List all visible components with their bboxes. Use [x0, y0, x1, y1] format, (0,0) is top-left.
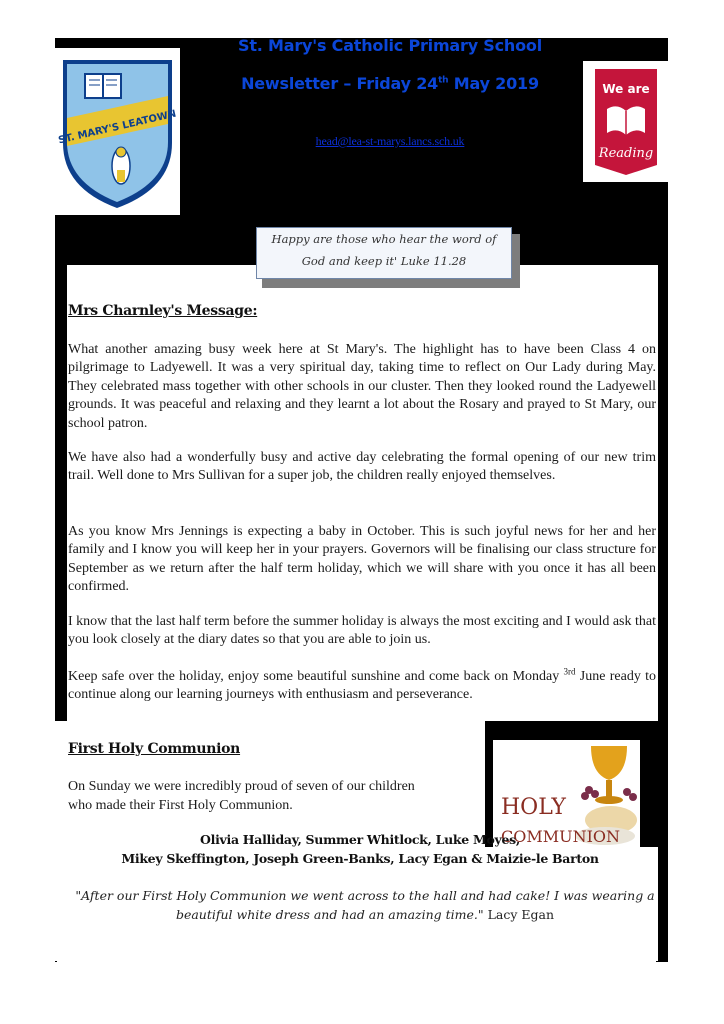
communion-intro [68, 777, 488, 815]
scripture-quote-line2: God and keep it' Luke 11.28 [301, 254, 467, 268]
message-paragraph-3: As you know Mrs Jennings is expecting a baby in October. This is such joyful news for her and her family and I know you will keep her in your prayers. Governors will be finalising our class structure for September as we return after the half term holiday, which we will share with you once it has all been confirmed. [68, 524, 656, 595]
message-panel [67, 265, 658, 721]
svg-text:ST. MARY'S LEATOWN: ST. MARY'S LEATOWN [57, 108, 178, 147]
reading-badge-line2: Reading [598, 146, 654, 161]
holy-communion-line1: HOLY [501, 795, 566, 820]
message-paragraph-2: We have also had a wonderfully busy and active day celebrating the formal opening of our new trim trail. Well done to Mrs Sullivan for a super job, the children really enjoyed themselves. [68, 450, 656, 484]
crest-panel [55, 48, 180, 215]
email-link[interactable]: head@lea-st-marys.lancs.sch.uk [315, 134, 465, 148]
communion-names-line1: Olivia Halliday, Summer Whitlock, Luke Moyes, [200, 832, 520, 847]
message-heading: Mrs Charnley's Message: [68, 303, 258, 319]
school-name: St. Mary's Catholic Primary School [238, 36, 542, 55]
communion-names-line2: Mikey Skeffington, Joseph Green-Banks, Lacy Egan & Maizie-le Barton [121, 851, 599, 866]
school-crest-logo [55, 48, 180, 215]
child-quote-line1: "After our First Holy Communion we went across to the hall and had cake! I was wearing a [75, 888, 655, 903]
newsletter-date: Newsletter – Friday 24th May 2019 [241, 74, 539, 93]
communion-heading: First Holy Communion [68, 741, 241, 757]
communion-intro-line2: who made their First Holy Communion. [68, 798, 293, 813]
frame-left-band [55, 265, 67, 721]
child-quote-author: Lacy Egan [483, 907, 555, 922]
scripture-quote-line1: Happy are those who hear the word of [271, 232, 497, 246]
reading-badge [583, 61, 669, 182]
message-paragraph-1: What another amazing busy week here at St Mary's. The highlight has to have been Class 4 on pilgrimage to Ladyewell. It was a very spiritual day, taking time to reflect on Our Lady during May. They celebrated mass together with other schools in our cluster. Then they looked round the Ladyewell grounds. It was peaceful and relaxing and they learnt a lot about the Rosary and prayed to St Mary, our school patron. [68, 342, 656, 431]
holy-communion-line2: COMMUNION [501, 827, 621, 846]
reading-badge-panel [583, 61, 669, 182]
message-paragraph-5: Keep safe over the holiday, enjoy some beautiful sunshine and come back on Monday $^{3rd}$ June ready to continue along our learning journeys with enthusiasm and perseverance. [68, 666, 656, 703]
scripture-quote [256, 227, 512, 279]
frame-right-band [658, 265, 668, 721]
reading-badge-line1: We are [602, 82, 650, 96]
message-paragraph-4: I know that the last half term before the summer holiday is always the most exciting and I would ask that you look closely at the diary dates so that you are able to join us. [68, 614, 656, 648]
child-quote [70, 886, 660, 924]
child-quote-line2: beautiful white dress and had an amazing time." Lacy Egan [175, 907, 555, 922]
communion-intro-line1: On Sunday we were incredibly proud of seven of our children [68, 779, 415, 794]
